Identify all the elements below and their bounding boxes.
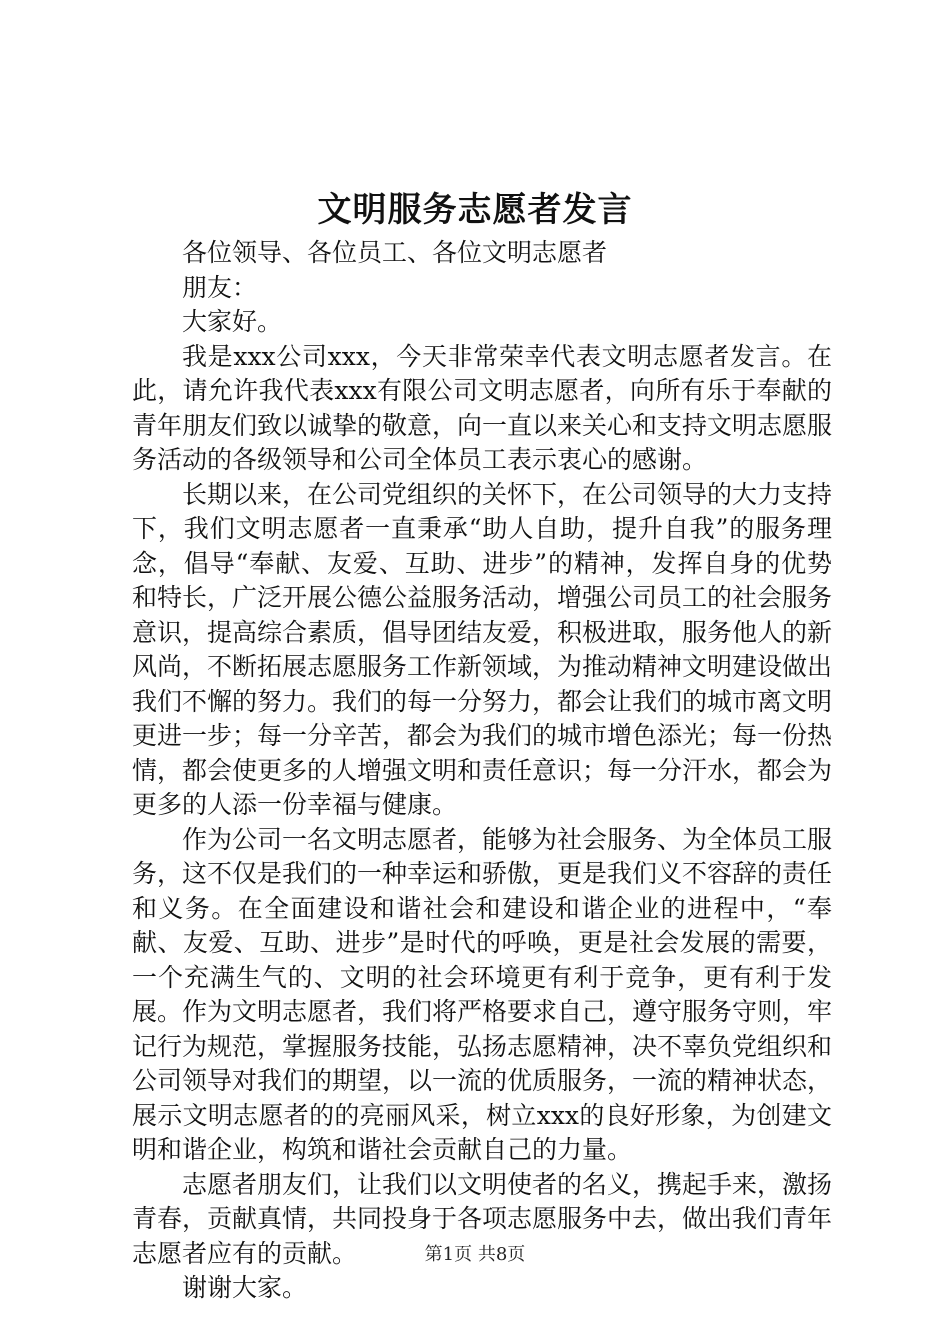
greeting: 大家好。 bbox=[182, 307, 283, 336]
closing: 谢谢大家。 bbox=[182, 1273, 308, 1302]
body-paragraph: 我是xxx公司xxx，今天非常荣幸代表文明志愿者发言。在此，请允许我代表xxx有限公司文明志愿者，向所有乐于奉献的青年朋友们致以诚挚的敬意，向一直以来关心和支持文明志愿服务活动的各级领导和公司全体员工表示衷心的感谢。 bbox=[132, 341, 833, 474]
body-paragraph: 作为公司一名文明志愿者，能够为社会服务、为全体员工服务，这不仅是我们的一种幸运和骄傲，更是我们义不容辞的责任和义务。在全面建设和谐社会和建设和谐企业的进程中，“奉献、友爱、互助、进步”是时代的呼唤，更是社会发展的需要，一个充满生气的、文明的社会环境更有利于竞争，更有利于发展。作为文明志愿者，我们将严格要求自己，遵守服务守则，牢记行为规范，掌握服务技能，弘扬志愿精神，决不辜负党组织和公司领导对我们的期望，以一流的优质服务，一流的精神状态，展示文明志愿者的的亮丽风采，树立xxx的良好形象，为创建文明和谐企业，构筑和谐社会贡献自己的力量。 bbox=[132, 824, 833, 1164]
body-paragraph: 志愿者朋友们，让我们以文明使者的名义，携起手来，激扬青春，贡献真情，共同投身于各项志愿服务中去，做出我们青年志愿者应有的贡献。 bbox=[132, 1169, 833, 1268]
body-paragraph: 长期以来，在公司党组织的关怀下，在公司领导的大力支持下，我们文明志愿者一直秉承“助人自助，提升自我”的服务理念，倡导“奉献、友爱、互助、进步”的精神，发挥自身的优势和特长，广泛开展公德公益服务活动，增强公司员工的社会服务意识，提高综合素质，倡导团结友爱，积极进取，服务他人的新风尚，不断拓展志愿服务工作新领域，为推动精神文明建设做出我们不懈的努力。我们的每一分努力，都会让我们的城市离文明更进一步；每一分辛苦，都会为我们的城市增色添光；每一份热情，都会使更多的人增强文明和责任意识；每一分汗水，都会为更多的人添一份幸福与健康。 bbox=[132, 479, 833, 819]
document-title: 文明服务志愿者发言 bbox=[317, 190, 633, 230]
document-body bbox=[132, 236, 832, 1306]
salutation-line-1: 各位领导、各位员工、各位文明志愿者 bbox=[182, 238, 608, 267]
page-number-footer: 第1页 共8页 bbox=[424, 1244, 526, 1265]
salutation-line-2: 朋友： bbox=[182, 272, 258, 302]
